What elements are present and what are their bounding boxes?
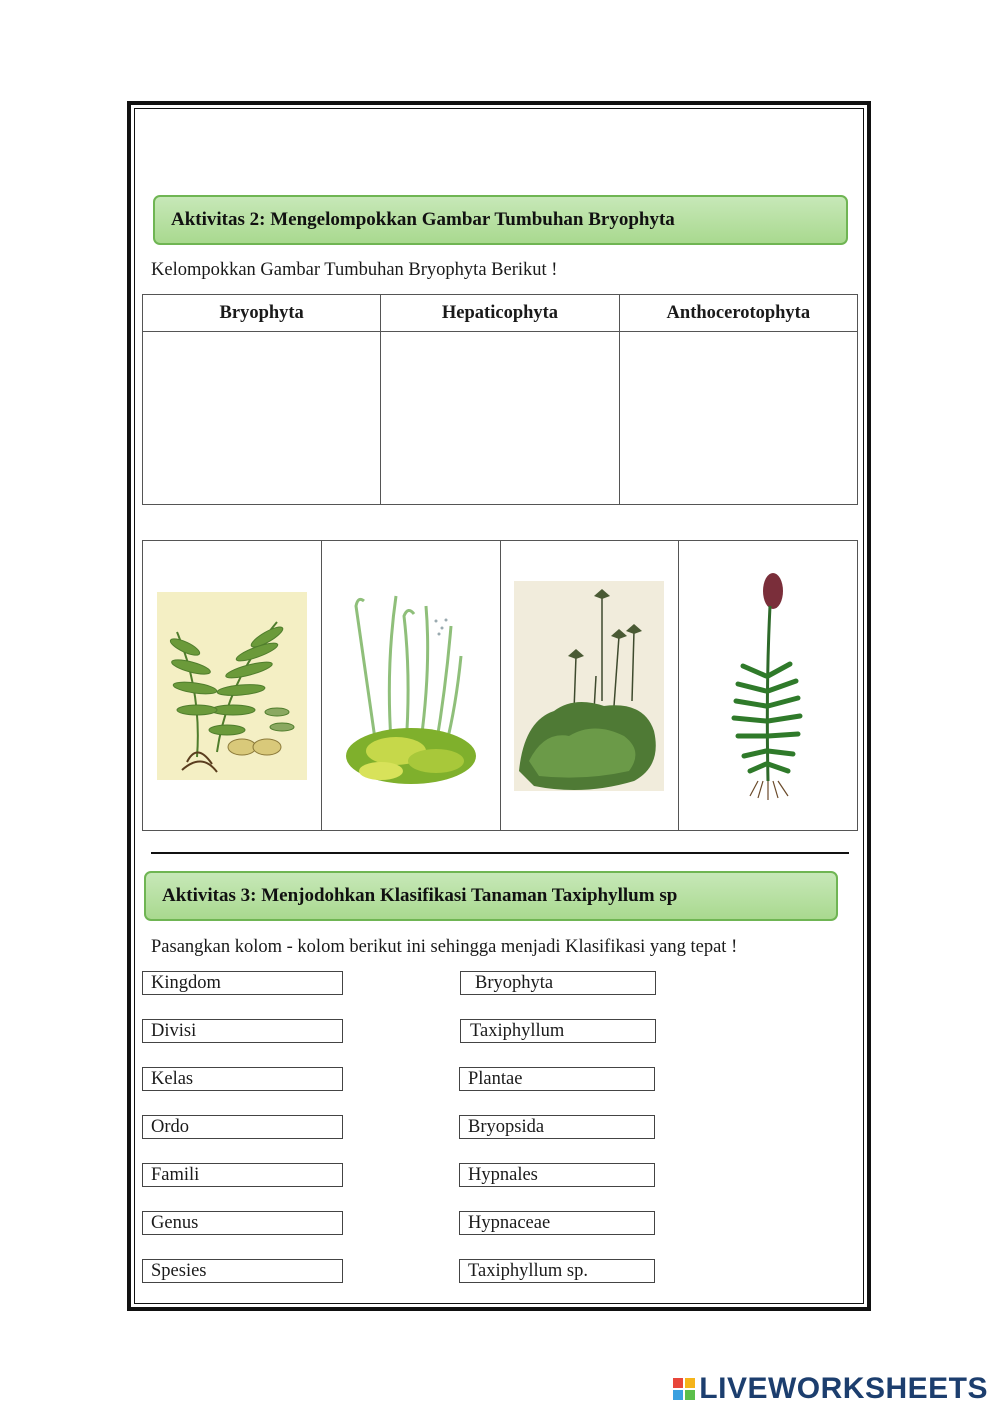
taxon-box[interactable]: Taxiphyllum sp.: [459, 1259, 655, 1283]
drop-zone-anthocerotophyta[interactable]: [619, 332, 857, 505]
taxon-box[interactable]: Hypnales: [459, 1163, 655, 1187]
plant-image-cell[interactable]: [500, 541, 679, 830]
column-header-anthocerotophyta: Anthocerotophyta: [619, 295, 857, 332]
section-divider: [151, 852, 849, 854]
drop-zone-hepaticophyta[interactable]: [381, 332, 619, 505]
plant-image-cell[interactable]: [143, 541, 321, 830]
activity2-instruction: Kelompokkan Gambar Tumbuhan Bryophyta Berikut !: [151, 260, 558, 280]
taxon-box[interactable]: Bryophyta: [460, 971, 656, 995]
rank-box-spesies[interactable]: Spesies: [142, 1259, 343, 1283]
grouping-table: [142, 294, 858, 505]
liveworksheets-logo: [673, 1372, 988, 1406]
hornwort-illustration[interactable]: [336, 576, 486, 796]
plant-image-grid: [142, 540, 858, 831]
rank-box-kelas[interactable]: Kelas: [142, 1067, 343, 1091]
taxon-box[interactable]: Plantae: [459, 1067, 655, 1091]
rank-box-genus[interactable]: Genus: [142, 1211, 343, 1235]
column-header-hepaticophyta: Hepaticophyta: [381, 295, 619, 332]
drop-zone-bryophyta[interactable]: [143, 332, 381, 505]
activity2-title: Aktivitas 2: Mengelompokkan Gambar Tumbuhan Bryophyta: [171, 209, 675, 230]
activity3-title: Aktivitas 3: Menjodohkan Klasifikasi Tanaman Taxiphyllum sp: [162, 885, 678, 906]
rank-box-kingdom[interactable]: Kingdom: [142, 971, 343, 995]
taxon-box[interactable]: Taxiphyllum: [460, 1019, 656, 1043]
liverwort-illustration[interactable]: [514, 581, 664, 791]
rank-box-divisi[interactable]: Divisi: [142, 1019, 343, 1043]
plant-image-cell[interactable]: [321, 541, 500, 830]
fern-illustration[interactable]: [157, 592, 307, 780]
plant-image-cell[interactable]: [678, 541, 857, 830]
column-header-bryophyta: Bryophyta: [143, 295, 381, 332]
activity2-banner: [153, 195, 848, 245]
activity3-banner: [144, 871, 838, 921]
moss-illustration[interactable]: [708, 566, 828, 806]
activity3-instruction: Pasangkan kolom - kolom berikut ini sehingga menjadi Klasifikasi yang tepat !: [151, 937, 738, 957]
rank-box-famili[interactable]: Famili: [142, 1163, 343, 1187]
taxon-box[interactable]: Bryopsida: [459, 1115, 655, 1139]
liveworksheets-logo-icon: [673, 1378, 695, 1400]
rank-box-ordo[interactable]: Ordo: [142, 1115, 343, 1139]
liveworksheets-wordmark: LIVEWORKSHEETS: [699, 1372, 988, 1405]
taxon-box[interactable]: Hypnaceae: [459, 1211, 655, 1235]
